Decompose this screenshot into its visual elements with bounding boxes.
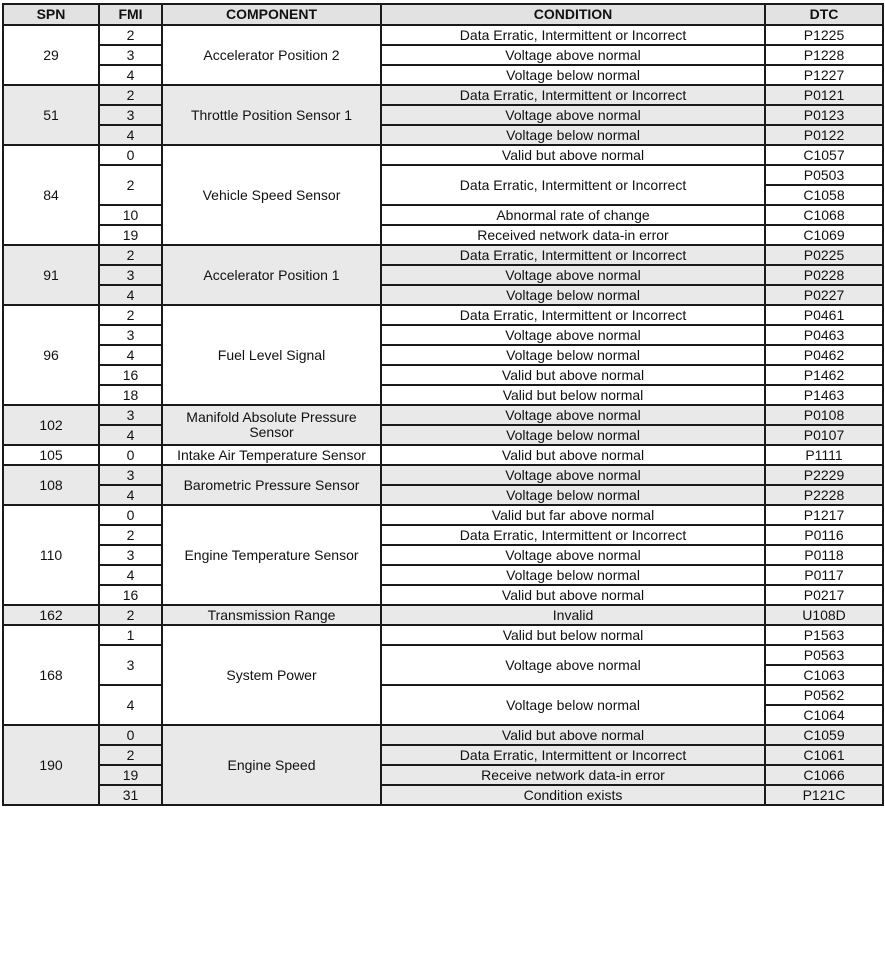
- dtc-cell: P0123: [765, 105, 883, 125]
- header-row: [3, 4, 883, 25]
- dtc-cell: P0108: [765, 405, 883, 425]
- component-cell: Intake Air Temperature Sensor: [162, 445, 381, 465]
- fmi-cell: 10: [99, 205, 162, 225]
- spn-cell: 91: [3, 245, 99, 305]
- component-cell: Barometric Pressure Sensor: [162, 465, 381, 505]
- table-row: [3, 565, 883, 585]
- table-row: [3, 165, 883, 185]
- fmi-cell: 3: [99, 645, 162, 685]
- table-row: [3, 605, 883, 625]
- table-row: [3, 585, 883, 605]
- fmi-cell: 0: [99, 145, 162, 165]
- fmi-cell: 2: [99, 745, 162, 765]
- condition-cell: Voltage below normal: [381, 425, 765, 445]
- condition-cell: Voltage above normal: [381, 645, 765, 685]
- dtc-cell: C1069: [765, 225, 883, 245]
- dtc-cell: P1563: [765, 625, 883, 645]
- fmi-cell: 3: [99, 105, 162, 125]
- spn-cell: 105: [3, 445, 99, 465]
- table-row: [3, 105, 883, 125]
- table-row: [3, 25, 883, 45]
- table-row: [3, 785, 883, 805]
- fmi-cell: 16: [99, 365, 162, 385]
- dtc-cell: P0463: [765, 325, 883, 345]
- condition-cell: Valid but below normal: [381, 385, 765, 405]
- component-cell: Engine Temperature Sensor: [162, 505, 381, 605]
- condition-cell: Voltage below normal: [381, 565, 765, 585]
- fmi-cell: 2: [99, 305, 162, 325]
- table-row: [3, 625, 883, 645]
- dtc-cell: P0563: [765, 645, 883, 665]
- table-header: [3, 4, 883, 25]
- condition-cell: Voltage below normal: [381, 485, 765, 505]
- header-condition: CONDITION: [381, 4, 765, 25]
- condition-cell: Voltage below normal: [381, 125, 765, 145]
- fmi-cell: 4: [99, 285, 162, 305]
- fmi-cell: 4: [99, 125, 162, 145]
- dtc-cell: C1061: [765, 745, 883, 765]
- condition-cell: Voltage above normal: [381, 105, 765, 125]
- table-row: [3, 465, 883, 485]
- dtc-cell: P1227: [765, 65, 883, 85]
- fmi-cell: 19: [99, 765, 162, 785]
- dtc-cell: P1225: [765, 25, 883, 45]
- dtc-cell: P0117: [765, 565, 883, 585]
- dtc-cell: P0121: [765, 85, 883, 105]
- dtc-cell: P0462: [765, 345, 883, 365]
- table-row: [3, 645, 883, 665]
- table-row: [3, 345, 883, 365]
- condition-cell: Voltage below normal: [381, 285, 765, 305]
- fmi-cell: 4: [99, 425, 162, 445]
- condition-cell: Data Erratic, Intermittent or Incorrect: [381, 85, 765, 105]
- fmi-cell: 18: [99, 385, 162, 405]
- table-row: [3, 505, 883, 525]
- fmi-cell: 2: [99, 525, 162, 545]
- condition-cell: Voltage above normal: [381, 45, 765, 65]
- condition-cell: Voltage above normal: [381, 405, 765, 425]
- dtc-cell: C1063: [765, 665, 883, 685]
- fmi-cell: 2: [99, 25, 162, 45]
- condition-cell: Invalid: [381, 605, 765, 625]
- table-row: [3, 45, 883, 65]
- fmi-cell: 0: [99, 505, 162, 525]
- dtc-cell: P0503: [765, 165, 883, 185]
- component-cell: Accelerator Position 2: [162, 25, 381, 85]
- spn-cell: 29: [3, 25, 99, 85]
- table-row: [3, 365, 883, 385]
- dtc-cell: C1064: [765, 705, 883, 725]
- condition-cell: Received network data-in error: [381, 225, 765, 245]
- component-cell: Throttle Position Sensor 1: [162, 85, 381, 145]
- condition-cell: Data Erratic, Intermittent or Incorrect: [381, 165, 765, 205]
- condition-cell: Data Erratic, Intermittent or Incorrect: [381, 25, 765, 45]
- dtc-cell: P0118: [765, 545, 883, 565]
- fmi-cell: 31: [99, 785, 162, 805]
- spn-cell: 84: [3, 145, 99, 245]
- condition-cell: Data Erratic, Intermittent or Incorrect: [381, 305, 765, 325]
- table-row: [3, 225, 883, 245]
- condition-cell: Valid but above normal: [381, 145, 765, 165]
- fmi-cell: 19: [99, 225, 162, 245]
- dtc-cell: P1217: [765, 505, 883, 525]
- dtc-cell: C1066: [765, 765, 883, 785]
- spn-cell: 108: [3, 465, 99, 505]
- component-cell: Fuel Level Signal: [162, 305, 381, 405]
- dtc-cell: P2229: [765, 465, 883, 485]
- condition-cell: Voltage above normal: [381, 325, 765, 345]
- fmi-cell: 4: [99, 345, 162, 365]
- table-row: [3, 525, 883, 545]
- dtc-cell: C1058: [765, 185, 883, 205]
- fmi-cell: 2: [99, 605, 162, 625]
- table-row: [3, 145, 883, 165]
- dtc-cell: P0116: [765, 525, 883, 545]
- fmi-cell: 3: [99, 45, 162, 65]
- table-row: [3, 425, 883, 445]
- dtc-cell: C1057: [765, 145, 883, 165]
- condition-cell: Data Erratic, Intermittent or Incorrect: [381, 245, 765, 265]
- condition-cell: Data Erratic, Intermittent or Incorrect: [381, 525, 765, 545]
- table-row: [3, 685, 883, 705]
- table-row: [3, 725, 883, 745]
- table-row: [3, 245, 883, 265]
- condition-cell: Voltage above normal: [381, 265, 765, 285]
- condition-cell: Valid but above normal: [381, 725, 765, 745]
- table-row: [3, 125, 883, 145]
- dtc-cell: P1111: [765, 445, 883, 465]
- table-row: [3, 205, 883, 225]
- table-row: [3, 445, 883, 465]
- header-component: COMPONENT: [162, 4, 381, 25]
- spn-cell: 162: [3, 605, 99, 625]
- table-row: [3, 265, 883, 285]
- spn-cell: 51: [3, 85, 99, 145]
- fmi-cell: 3: [99, 465, 162, 485]
- dtc-cell: P0227: [765, 285, 883, 305]
- table-row: [3, 65, 883, 85]
- condition-cell: Valid but above normal: [381, 365, 765, 385]
- dtc-cell: U108D: [765, 605, 883, 625]
- fmi-cell: 4: [99, 65, 162, 85]
- condition-cell: Abnormal rate of change: [381, 205, 765, 225]
- fmi-cell: 4: [99, 485, 162, 505]
- fmi-cell: 3: [99, 405, 162, 425]
- fmi-cell: 1: [99, 625, 162, 645]
- dtc-cell: P1463: [765, 385, 883, 405]
- spn-cell: 96: [3, 305, 99, 405]
- component-cell: Accelerator Position 1: [162, 245, 381, 305]
- fmi-cell: 3: [99, 265, 162, 285]
- condition-cell: Receive network data-in error: [381, 765, 765, 785]
- condition-cell: Data Erratic, Intermittent or Incorrect: [381, 745, 765, 765]
- dtc-cell: C1059: [765, 725, 883, 745]
- condition-cell: Voltage below normal: [381, 345, 765, 365]
- dtc-cell: P2228: [765, 485, 883, 505]
- condition-cell: Voltage above normal: [381, 465, 765, 485]
- component-cell: Vehicle Speed Sensor: [162, 145, 381, 245]
- fmi-cell: 0: [99, 725, 162, 745]
- table-row: [3, 765, 883, 785]
- table-row: [3, 325, 883, 345]
- table-body: [3, 25, 883, 805]
- fmi-cell: 3: [99, 325, 162, 345]
- condition-cell: Voltage below normal: [381, 65, 765, 85]
- header-fmi: FMI: [99, 4, 162, 25]
- condition-cell: Voltage above normal: [381, 545, 765, 565]
- dtc-cell: P0225: [765, 245, 883, 265]
- component-cell: Manifold Absolute Pressure Sensor: [162, 405, 381, 445]
- dtc-cell: P0461: [765, 305, 883, 325]
- spn-cell: 102: [3, 405, 99, 445]
- dtc-cell: P0122: [765, 125, 883, 145]
- dtc-cell: P121C: [765, 785, 883, 805]
- condition-cell: Valid but above normal: [381, 445, 765, 465]
- dtc-cell: C1068: [765, 205, 883, 225]
- header-dtc: DTC: [765, 4, 883, 25]
- fmi-cell: 16: [99, 585, 162, 605]
- component-cell: System Power: [162, 625, 381, 725]
- fmi-cell: 4: [99, 565, 162, 585]
- dtc-table: [2, 3, 884, 806]
- component-cell: Transmission Range: [162, 605, 381, 625]
- dtc-cell: P0217: [765, 585, 883, 605]
- fmi-cell: 0: [99, 445, 162, 465]
- spn-cell: 190: [3, 725, 99, 805]
- table-row: [3, 285, 883, 305]
- condition-cell: Valid but far above normal: [381, 505, 765, 525]
- spn-cell: 168: [3, 625, 99, 725]
- spn-cell: 110: [3, 505, 99, 605]
- dtc-cell: P0228: [765, 265, 883, 285]
- table-row: [3, 485, 883, 505]
- fmi-cell: 2: [99, 85, 162, 105]
- fmi-cell: 2: [99, 245, 162, 265]
- dtc-cell: P1462: [765, 365, 883, 385]
- fmi-cell: 4: [99, 685, 162, 725]
- table-row: [3, 305, 883, 325]
- table-row: [3, 745, 883, 765]
- dtc-cell: P0562: [765, 685, 883, 705]
- dtc-cell: P1228: [765, 45, 883, 65]
- table-row: [3, 85, 883, 105]
- header-spn: SPN: [3, 4, 99, 25]
- table-row: [3, 545, 883, 565]
- condition-cell: Condition exists: [381, 785, 765, 805]
- condition-cell: Valid but below normal: [381, 625, 765, 645]
- condition-cell: Voltage below normal: [381, 685, 765, 725]
- fmi-cell: 3: [99, 545, 162, 565]
- table-row: [3, 405, 883, 425]
- table-row: [3, 385, 883, 405]
- condition-cell: Valid but above normal: [381, 585, 765, 605]
- dtc-cell: P0107: [765, 425, 883, 445]
- fmi-cell: 2: [99, 165, 162, 205]
- component-cell: Engine Speed: [162, 725, 381, 805]
